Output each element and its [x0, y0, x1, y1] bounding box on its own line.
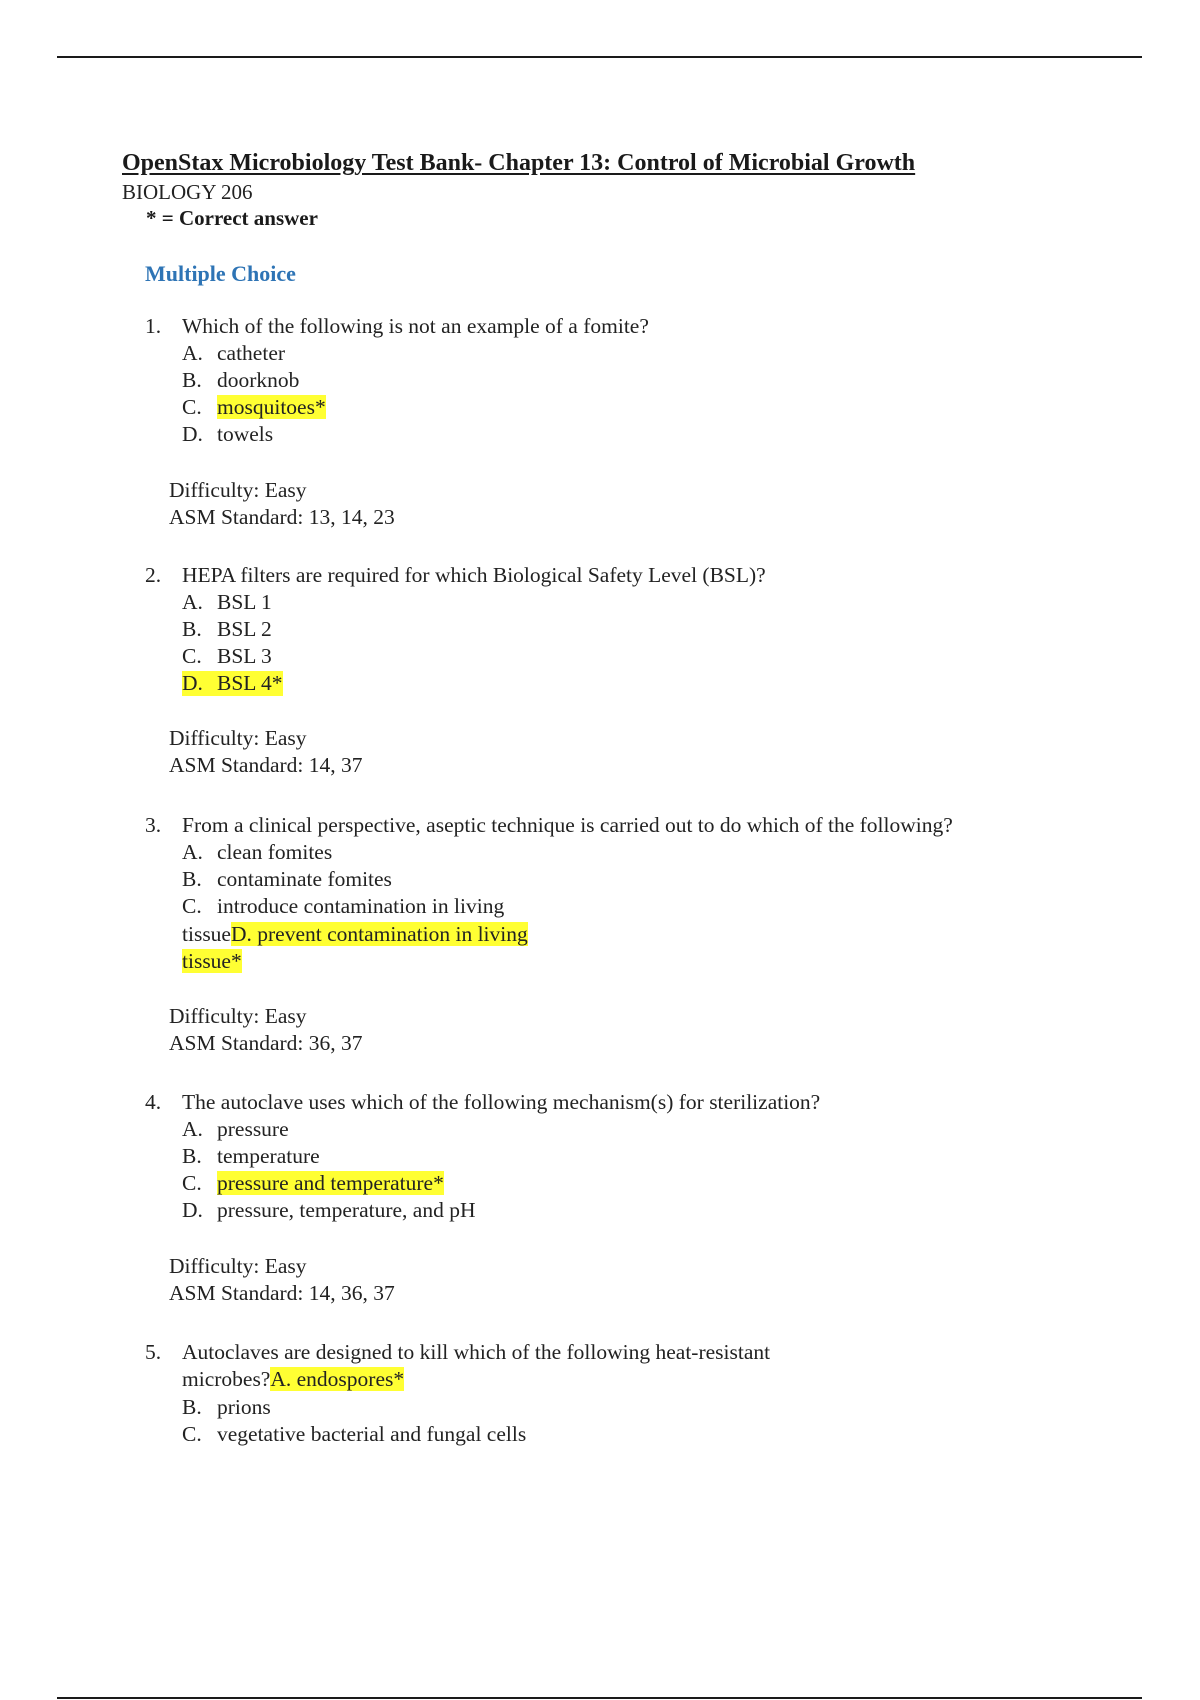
- top-rule: [57, 56, 1142, 58]
- option-a: A. catheter: [182, 341, 286, 365]
- question-text: Autoclaves are designed to kill which of the following heat-resistant: [182, 1340, 771, 1364]
- section-heading: Multiple Choice: [145, 261, 296, 286]
- difficulty-label: Difficulty: Easy: [169, 726, 307, 750]
- question-text: From a clinical perspective, aseptic technique is carried out to do which of the following?: [182, 813, 953, 837]
- question-number: 4.: [145, 1090, 162, 1114]
- question-number: 5.: [145, 1340, 162, 1364]
- option-b: B. doorknob: [182, 368, 300, 392]
- option-d-correct: tissueD. prevent contamination in living: [182, 922, 528, 946]
- question-number: 3.: [145, 813, 162, 837]
- course-code: BIOLOGY 206: [122, 180, 253, 204]
- option-d: D. towels: [182, 422, 274, 446]
- asm-standard-label: ASM Standard: 14, 37: [169, 753, 363, 777]
- option-b: B. BSL 2: [182, 617, 272, 641]
- difficulty-label: Difficulty: Easy: [169, 1254, 307, 1278]
- option-c: C. introduce contamination in living: [182, 894, 505, 918]
- option-d-correct: D. BSL 4*: [182, 671, 283, 695]
- question-text: Which of the following is not an example of a fomite?: [182, 314, 649, 338]
- option-a: A. BSL 1: [182, 590, 272, 614]
- question-text: HEPA filters are required for which Biological Safety Level (BSL)?: [182, 563, 766, 587]
- bottom-rule: [57, 1697, 1142, 1699]
- option-a-correct: A. endospores*: [270, 1367, 405, 1391]
- option-c: C. vegetative bacterial and fungal cells: [182, 1422, 527, 1446]
- option-c-correct: C. pressure and temperature*: [182, 1171, 444, 1195]
- option-b: B. prions: [182, 1395, 271, 1419]
- option-d-continuation: tissue*: [182, 949, 242, 973]
- option-d: D. pressure, temperature, and pH: [182, 1198, 476, 1222]
- question-number: 1.: [145, 314, 162, 338]
- question-text-line2: microbes?A. endospores*: [182, 1367, 405, 1391]
- option-a: A. clean fomites: [182, 840, 333, 864]
- difficulty-label: Difficulty: Easy: [169, 478, 307, 502]
- asm-standard-label: ASM Standard: 36, 37: [169, 1031, 363, 1055]
- asm-standard-label: ASM Standard: 13, 14, 23: [169, 505, 395, 529]
- question-number: 2.: [145, 563, 162, 587]
- question-text: The autoclave uses which of the following mechanism(s) for sterilization?: [182, 1090, 821, 1114]
- option-b: B. temperature: [182, 1144, 320, 1168]
- option-a: A. pressure: [182, 1117, 289, 1141]
- document-title: OpenStax Microbiology Test Bank- Chapter 13: Control of Microbial Growth: [122, 150, 916, 176]
- option-b: B. contaminate fomites: [182, 867, 392, 891]
- option-c-correct: C. mosquitoes*: [182, 395, 326, 419]
- asm-standard-label: ASM Standard: 14, 36, 37: [169, 1281, 395, 1305]
- answer-legend: * = Correct answer: [146, 206, 318, 230]
- difficulty-label: Difficulty: Easy: [169, 1004, 307, 1028]
- option-c: C. BSL 3: [182, 644, 272, 668]
